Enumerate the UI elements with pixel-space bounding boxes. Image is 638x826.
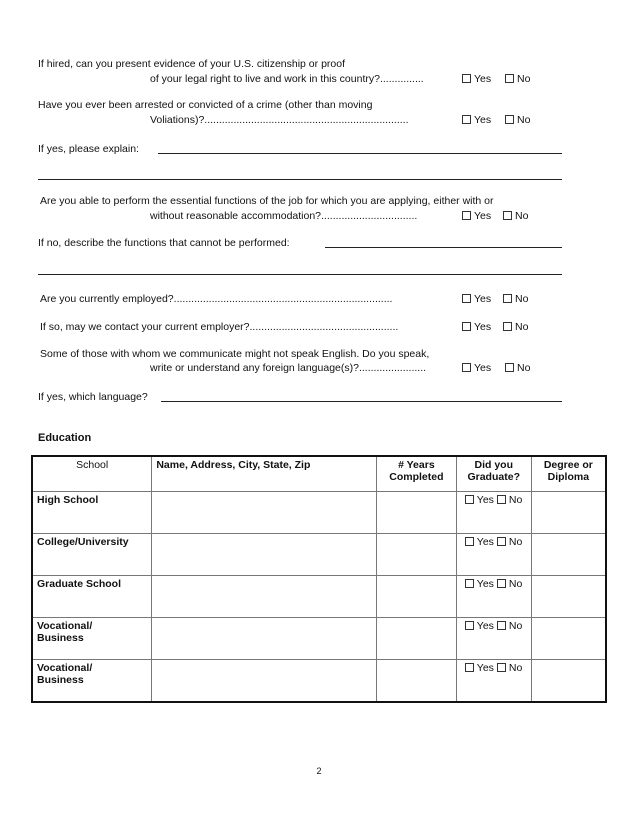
degree-cell[interactable] bbox=[531, 618, 606, 660]
school-type-cell: Vocational/ Business bbox=[32, 618, 152, 660]
name-address-column-header: Name, Address, City, State, Zip bbox=[152, 456, 377, 492]
degree-cell[interactable] bbox=[531, 660, 606, 703]
table-row bbox=[32, 492, 606, 534]
graduated-no-option[interactable]: No bbox=[497, 578, 522, 590]
arrest-question-cont: Voliations)?...................................................................... bbox=[150, 114, 409, 126]
arrest-yes-option[interactable]: Yes bbox=[462, 114, 491, 126]
table-row bbox=[32, 660, 606, 703]
citizenship-no-option[interactable]: No bbox=[505, 73, 530, 85]
table-row bbox=[32, 576, 606, 618]
which-language-label: If yes, which language? bbox=[38, 391, 148, 403]
explain-field[interactable] bbox=[158, 153, 562, 154]
graduated-cell bbox=[456, 660, 531, 703]
checkbox-icon[interactable] bbox=[503, 211, 512, 220]
graduated-column-header: Did you Graduate? bbox=[456, 456, 531, 492]
arrest-question: Have you ever been arrested or convicted of a crime (other than moving bbox=[38, 99, 373, 111]
degree-cell[interactable] bbox=[531, 576, 606, 618]
essential-functions-question: Are you able to perform the essential functions of the job for which you are applying, either with or bbox=[40, 195, 494, 207]
education-table bbox=[31, 455, 607, 703]
checkbox-icon[interactable] bbox=[505, 115, 514, 124]
citizenship-question-cont: of your legal right to live and work in this country?............... bbox=[150, 73, 424, 85]
checkbox-icon[interactable] bbox=[497, 621, 506, 630]
checkbox-icon[interactable] bbox=[465, 495, 474, 504]
essential-functions-no-option[interactable]: No bbox=[503, 210, 528, 222]
school-type-cell: Graduate School bbox=[32, 576, 152, 618]
checkbox-icon[interactable] bbox=[505, 74, 514, 83]
years-completed-cell[interactable] bbox=[376, 618, 456, 660]
graduated-yes-option[interactable]: Yes bbox=[465, 536, 494, 548]
graduated-cell bbox=[456, 576, 531, 618]
essential-functions-yes-option[interactable]: Yes bbox=[462, 210, 491, 222]
table-row bbox=[32, 618, 606, 660]
graduated-no-option[interactable]: No bbox=[497, 536, 522, 548]
foreign-language-no-option[interactable]: No bbox=[505, 362, 530, 374]
checkbox-icon[interactable] bbox=[465, 579, 474, 588]
education-heading: Education bbox=[38, 432, 92, 444]
graduated-yes-option[interactable]: Yes bbox=[465, 662, 494, 674]
degree-column-header: Degree or Diploma bbox=[531, 456, 606, 492]
degree-cell[interactable] bbox=[531, 492, 606, 534]
foreign-language-question: Some of those with whom we communicate might not speak English. Do you speak, bbox=[40, 348, 430, 360]
checkbox-icon[interactable] bbox=[462, 294, 471, 303]
describe-functions-label: If no, describe the functions that cannot be performed: bbox=[38, 237, 290, 249]
name-address-cell[interactable] bbox=[152, 660, 377, 703]
graduated-yes-option[interactable]: Yes bbox=[465, 620, 494, 632]
name-address-cell[interactable] bbox=[152, 534, 377, 576]
graduated-cell bbox=[456, 618, 531, 660]
currently-employed-no-option[interactable]: No bbox=[503, 293, 528, 305]
foreign-language-question-cont: write or understand any foreign language(s)?....................... bbox=[150, 362, 427, 374]
checkbox-icon[interactable] bbox=[465, 537, 474, 546]
checkbox-icon[interactable] bbox=[505, 363, 514, 372]
citizenship-yes-option[interactable]: Yes bbox=[462, 73, 491, 85]
checkbox-icon[interactable] bbox=[497, 663, 506, 672]
checkbox-icon[interactable] bbox=[462, 363, 471, 372]
graduated-cell bbox=[456, 534, 531, 576]
checkbox-icon[interactable] bbox=[497, 495, 506, 504]
page-number: 2 bbox=[316, 766, 322, 776]
checkbox-icon[interactable] bbox=[462, 115, 471, 124]
checkbox-icon[interactable] bbox=[465, 663, 474, 672]
years-completed-cell[interactable] bbox=[376, 492, 456, 534]
graduated-yes-option[interactable]: Yes bbox=[465, 494, 494, 506]
describe-functions-field[interactable] bbox=[325, 247, 562, 248]
years-completed-cell[interactable] bbox=[376, 576, 456, 618]
graduated-no-option[interactable]: No bbox=[497, 662, 522, 674]
citizenship-question: If hired, can you present evidence of your U.S. citizenship or proof bbox=[38, 58, 345, 70]
checkbox-icon[interactable] bbox=[462, 211, 471, 220]
years-completed-column-header: # Years Completed bbox=[376, 456, 456, 492]
contact-employer-yes-option[interactable]: Yes bbox=[462, 321, 491, 333]
checkbox-icon[interactable] bbox=[497, 579, 506, 588]
checkbox-icon[interactable] bbox=[503, 294, 512, 303]
contact-employer-question: If so, may we contact your current employer?................................................... bbox=[40, 321, 399, 333]
checkbox-icon[interactable] bbox=[462, 322, 471, 331]
essential-functions-question-cont: without reasonable accommodation?................................. bbox=[150, 210, 418, 222]
checkbox-icon[interactable] bbox=[497, 537, 506, 546]
describe-functions-field-line2[interactable] bbox=[38, 274, 562, 275]
name-address-cell[interactable] bbox=[152, 618, 377, 660]
school-type-cell: High School bbox=[32, 492, 152, 534]
checkbox-icon[interactable] bbox=[503, 322, 512, 331]
graduated-no-option[interactable]: No bbox=[497, 494, 522, 506]
arrest-no-option[interactable]: No bbox=[505, 114, 530, 126]
currently-employed-question: Are you currently employed?........................................................................... bbox=[40, 293, 393, 305]
which-language-field[interactable] bbox=[161, 401, 562, 402]
name-address-cell[interactable] bbox=[152, 576, 377, 618]
graduated-no-option[interactable]: No bbox=[497, 620, 522, 632]
checkbox-icon[interactable] bbox=[462, 74, 471, 83]
table-row bbox=[32, 534, 606, 576]
years-completed-cell[interactable] bbox=[376, 534, 456, 576]
foreign-language-yes-option[interactable]: Yes bbox=[462, 362, 491, 374]
currently-employed-yes-option[interactable]: Yes bbox=[462, 293, 491, 305]
graduated-yes-option[interactable]: Yes bbox=[465, 578, 494, 590]
checkbox-icon[interactable] bbox=[465, 621, 474, 630]
name-address-cell[interactable] bbox=[152, 492, 377, 534]
explain-field-line2[interactable] bbox=[38, 179, 562, 180]
explain-label: If yes, please explain: bbox=[38, 143, 139, 155]
graduated-cell bbox=[456, 492, 531, 534]
school-type-cell: Vocational/ Business bbox=[32, 660, 152, 703]
school-column-header: School bbox=[32, 456, 152, 492]
years-completed-cell[interactable] bbox=[376, 660, 456, 703]
school-type-cell: College/University bbox=[32, 534, 152, 576]
contact-employer-no-option[interactable]: No bbox=[503, 321, 528, 333]
degree-cell[interactable] bbox=[531, 534, 606, 576]
education-header-row bbox=[32, 456, 606, 492]
